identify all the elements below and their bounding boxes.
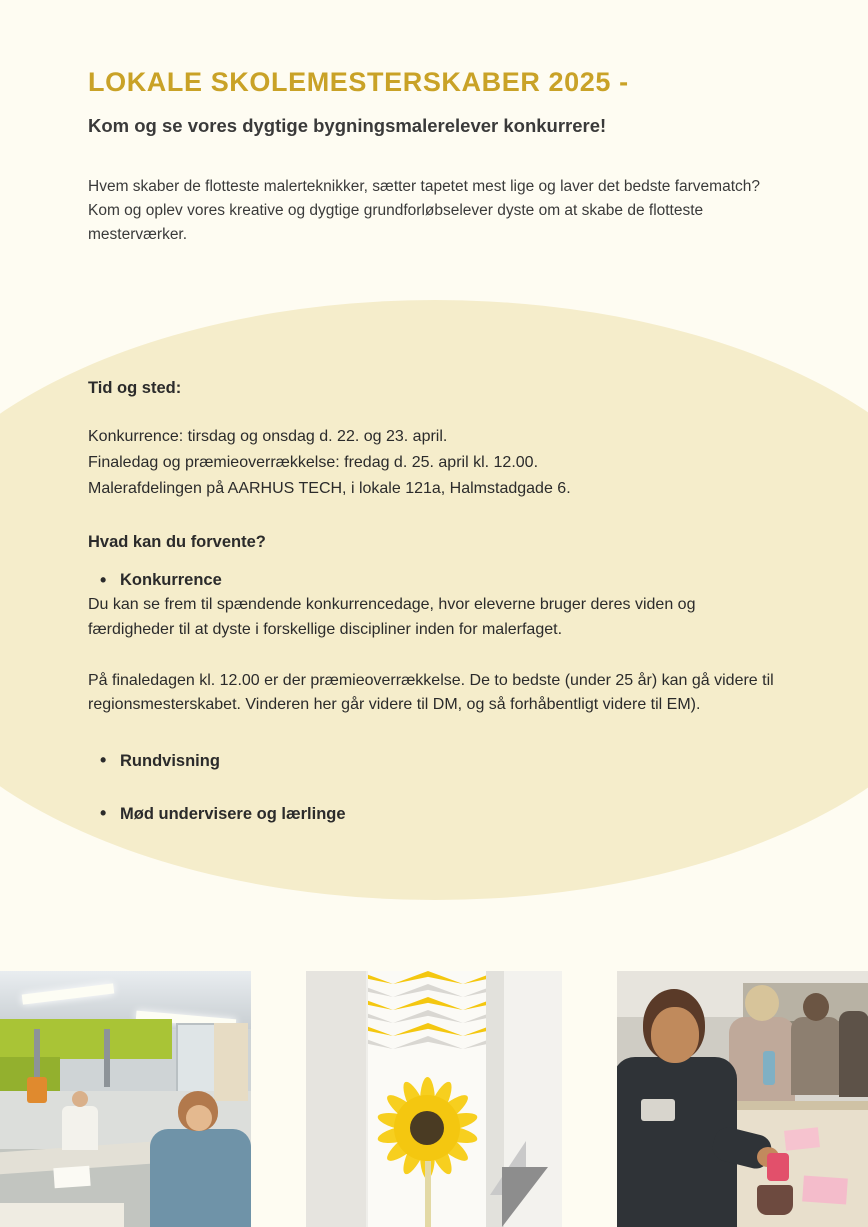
bullet-item-moed-undervisere: • Mød undervisere og lærlinge: [120, 805, 780, 824]
photo-strip: [0, 971, 868, 1227]
sunflower-mural-photo: [306, 971, 562, 1227]
page-subtitle: Kom og se vores dygtige bygningsmalerelever konkurrere!: [88, 115, 607, 137]
intro-paragraph: Hvem skaber de flotteste malerteknikker, sætter tapetet mest lige og laver det bedste farvematch? Kom og oplev vores kreative og dygtige grundforløbselever dyste om at skabe de flotteste mesterværker.: [88, 178, 760, 244]
bullet-item-rundvisning: • Rundvisning: [120, 752, 780, 771]
workshop-students-photo: [0, 971, 251, 1227]
page-title: LOKALE SKOLEMESTERSKABER 2025 -: [88, 67, 629, 97]
time-place-line-1: Konkurrence: tirsdag og onsdag d. 22. og 23. april.: [88, 428, 448, 446]
time-place-heading: Tid og sted:: [88, 379, 182, 398]
time-place-details: [88, 424, 780, 501]
expectations-heading: Hvad kan du forvente?: [88, 533, 266, 552]
expectations-bullet-list: [88, 568, 780, 593]
students-at-table-photo: [617, 971, 868, 1227]
finaledag-paragraph: På finaledagen kl. 12.00 er der præmieoverrækkelse. De to bedste (under 25 år) kan gå videre til regionsmesterskabet. Vinderen her går videre til DM, og så forhåbentligt videre til EM).: [88, 671, 774, 714]
time-place-line-2: Finaledag og præmieoverrækkelse: fredag d. 25. april kl. 12.00.: [88, 454, 539, 471]
konkurrence-paragraph: Du kan se frem til spændende konkurrencedage, hvor eleverne bruger deres viden og færdigheder til at dyste i forskellige discipliner inden for malerfaget.: [88, 595, 696, 638]
time-place-line-3: Malerafdelingen på AARHUS TECH, i lokale 121a, Halmstadgade 6.: [88, 479, 571, 497]
bullet-item-konkurrence: • Konkurrence: [120, 568, 780, 593]
